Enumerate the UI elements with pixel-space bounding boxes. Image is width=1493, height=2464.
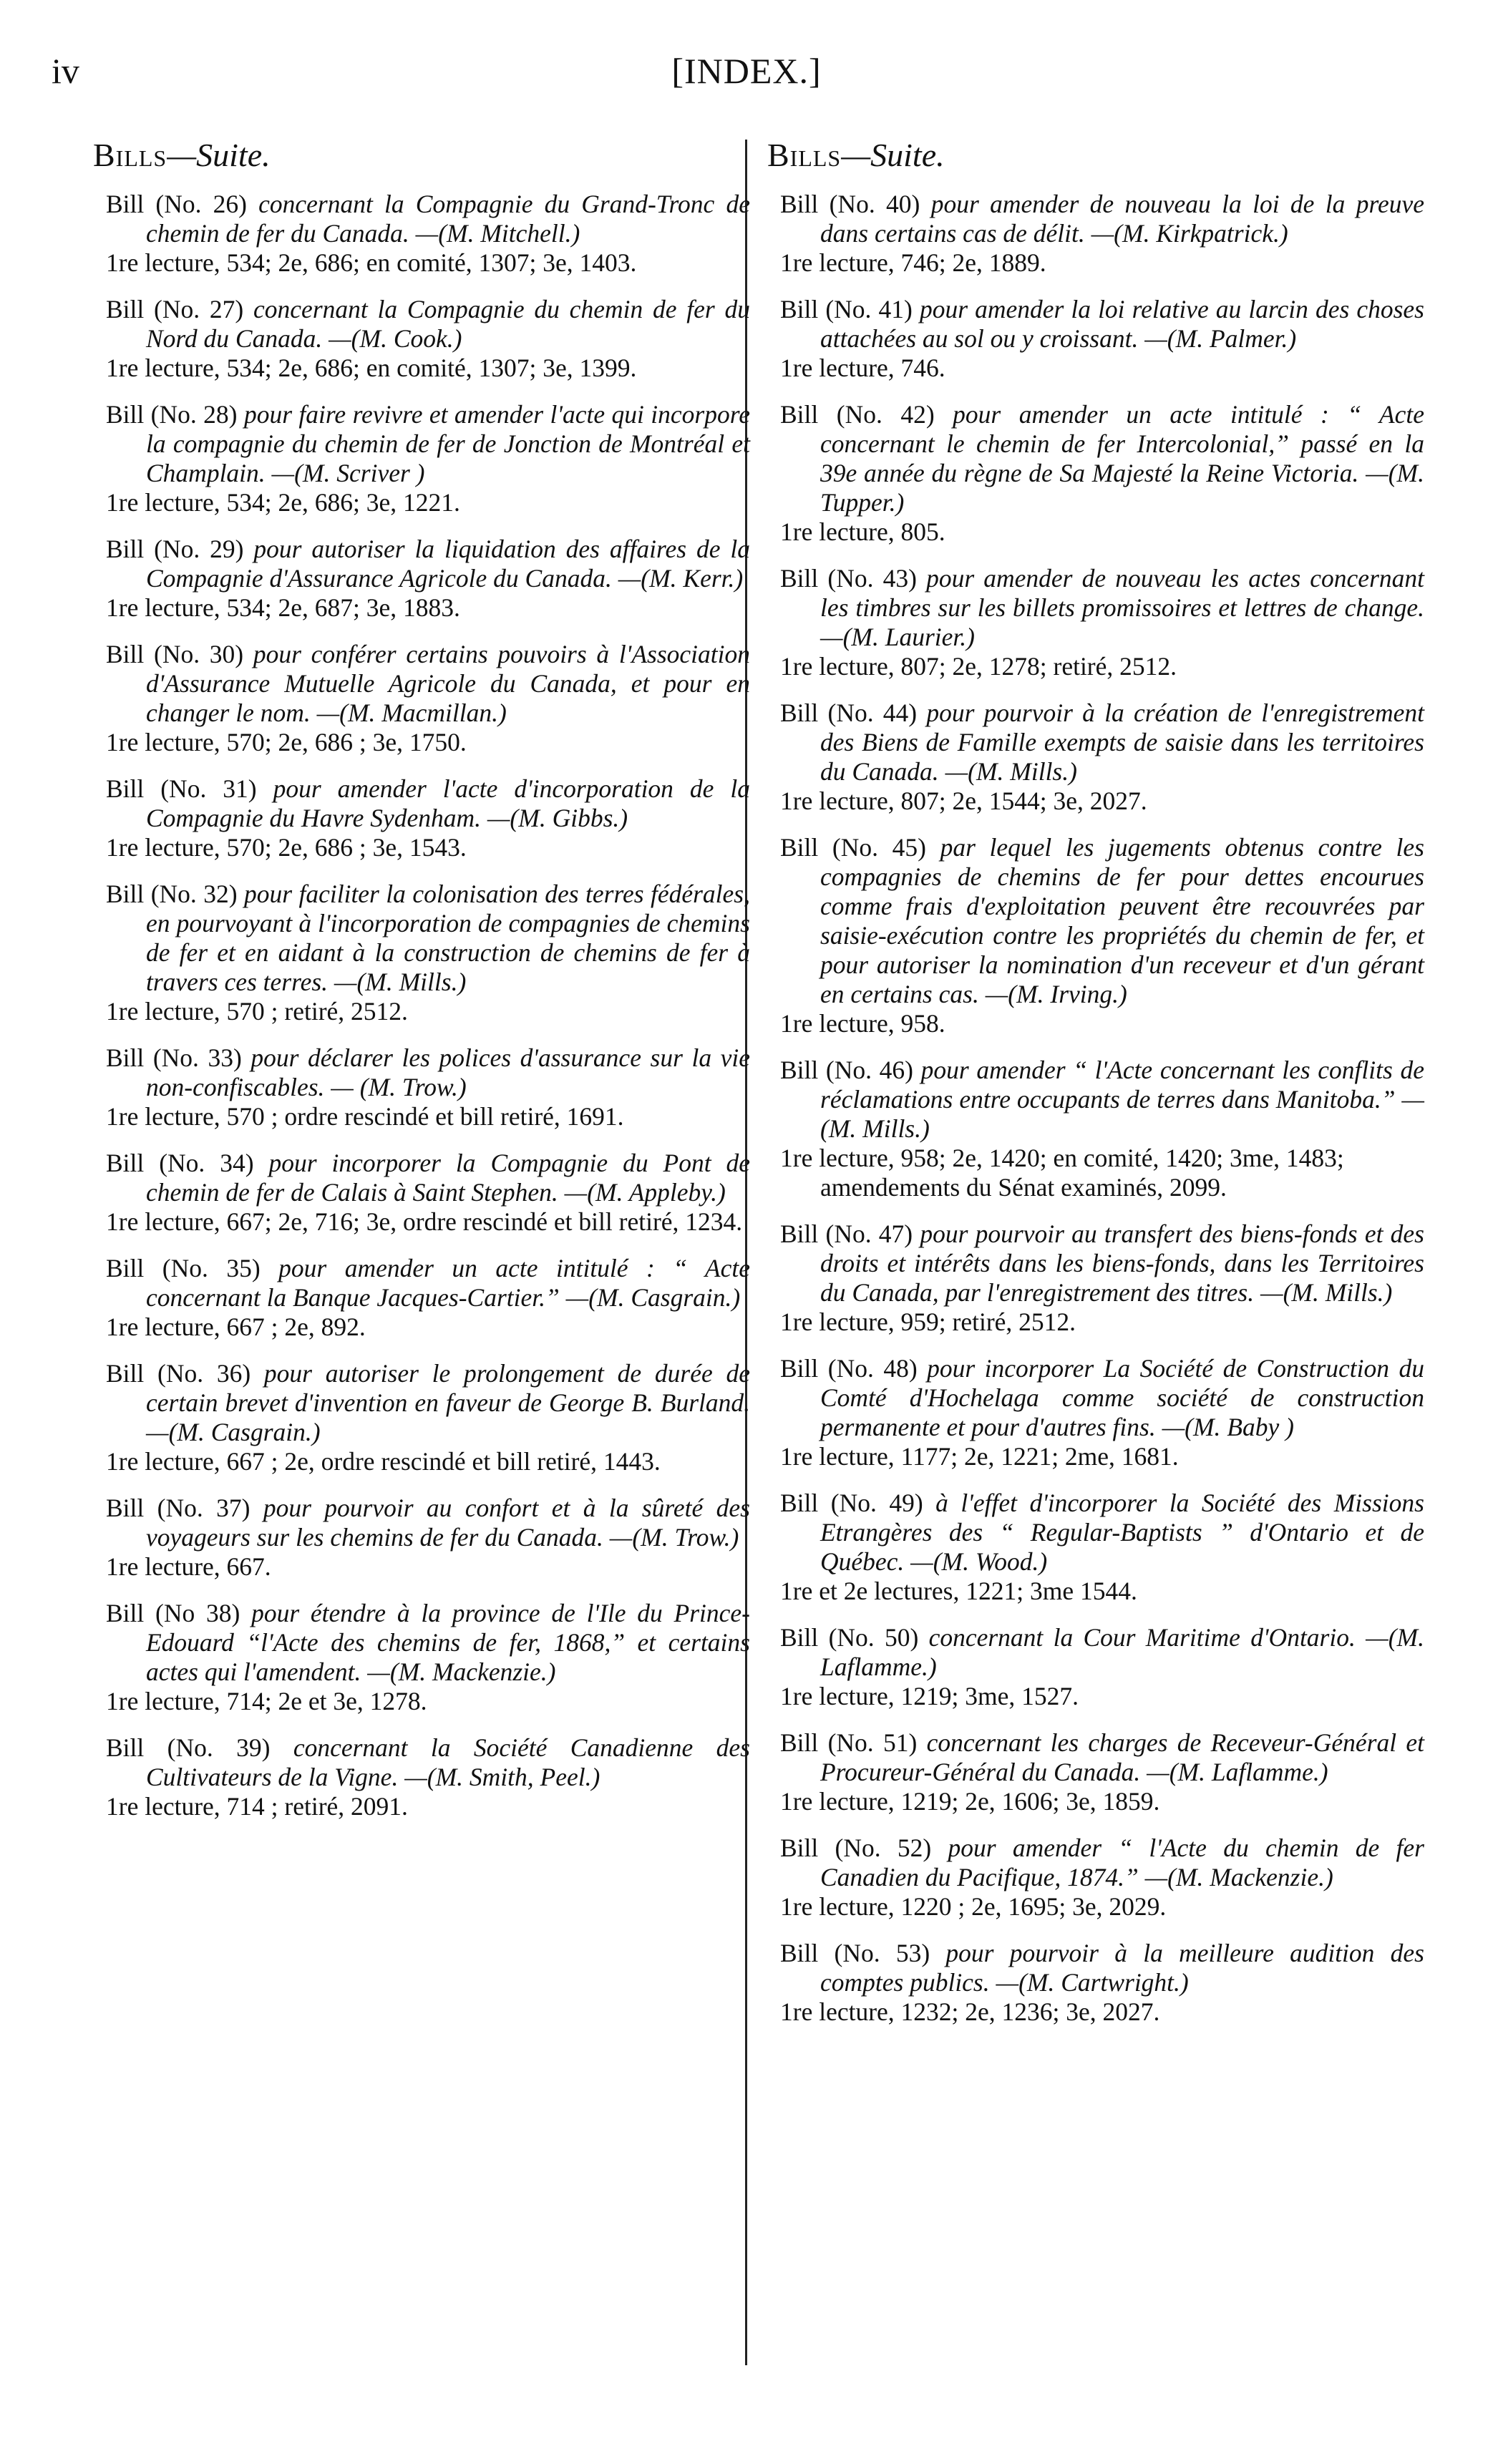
bill-readings: 1re lecture, 534; 2e, 686; en comité, 1307; 3e, 1399. — [106, 354, 637, 382]
bill-readings: 1re lecture, 667. — [106, 1552, 271, 1581]
page-number: iv — [52, 51, 79, 91]
bill-title — [780, 564, 1424, 652]
bill-readings: 1re lecture, 959; retiré, 2512. — [780, 1308, 1076, 1336]
bill-number: Bill (No. 52) — [780, 1834, 932, 1862]
bill-description: concernant la Compagnie du chemin de fer du Nord du Canada. — [146, 295, 750, 353]
bill-title — [106, 1149, 750, 1207]
bill-number: Bill (No. 39) — [106, 1733, 271, 1762]
bill-sponsor: —(M. Mills.) — [1260, 1278, 1393, 1307]
bill-description: pour pourvoir à la meilleure audition des comptes publics. — [820, 1939, 1424, 1997]
bill-number: Bill (No. 27) — [106, 295, 244, 323]
bill-readings: 1re lecture, 667 ; 2e, 892. — [106, 1313, 366, 1341]
bill-title — [106, 1494, 750, 1552]
bill-number: Bill (No. 50) — [780, 1623, 919, 1652]
section-heading-label: Bills — [767, 137, 842, 173]
bill-entry — [780, 1056, 1424, 1202]
bill-description: pour étendre à la province de l'Ile du Prince-Edouard “l'Acte des chemins de fer, 1868,” et certains actes qui l'amendent. — [146, 1599, 750, 1686]
bill-readings: 1re lecture, 667; 2e, 716; 3e, ordre rescindé et bill retiré, 1234. — [106, 1207, 743, 1236]
bill-number: Bill (No. 42) — [780, 400, 935, 429]
bill-title — [780, 1939, 1424, 1997]
bill-number: Bill (No. 45) — [780, 833, 926, 862]
bill-sponsor: (M. Trow.) — [359, 1073, 467, 1101]
bill-description: à l'effet d'incorporer la Société des Missions Etrangères des “ Regular-Baptists ” d'Ontario et de Québec. — [820, 1489, 1424, 1576]
bill-entry — [780, 1623, 1424, 1711]
right-column — [767, 136, 1425, 2044]
bill-title — [106, 640, 750, 728]
bill-entry — [780, 1728, 1424, 1816]
bill-readings: 1re et 2e lectures, 1221; 3me 1544. — [780, 1577, 1137, 1605]
bill-sponsor: —(M. Mitchell.) — [415, 219, 580, 248]
bill-entry — [780, 564, 1424, 681]
bill-entry — [780, 190, 1424, 278]
bill-description: pour faciliter la colonisation des terres fédérales, en pourvoyant à l'incorporation de compagnies de chemins de fer et en aidant à la construction de chemins de fer à travers ces terres. — [146, 880, 750, 996]
bill-readings: 1re lecture, 1232; 2e, 1236; 3e, 2027. — [780, 1997, 1160, 2026]
page-title: [INDEX.] — [671, 51, 822, 91]
bill-number: Bill (No. 53) — [780, 1939, 930, 1967]
bill-readings: 1re lecture, 570; 2e, 686 ; 3e, 1543. — [106, 833, 467, 862]
bill-description: pour amender de nouveau la loi de la preuve dans certains cas de délit. — [820, 190, 1424, 248]
bill-readings: 1re lecture, 534; 2e, 686; en comité, 1307; 3e, 1403. — [106, 248, 637, 277]
bill-entry — [106, 1149, 750, 1237]
bill-title — [780, 400, 1424, 517]
bill-description: pour faire revivre et amender l'acte qui incorpore la compagnie du chemin de fer de Jonction de Montréal et Champlain. — [146, 400, 750, 487]
bill-entry — [106, 400, 750, 517]
bill-description: pour amender “ l'Acte du chemin de fer Canadien du Pacifique, 1874.” — [820, 1834, 1424, 1891]
bill-sponsor: —(M. Baby ) — [1162, 1413, 1294, 1441]
bill-readings: 1re lecture, 714 ; retiré, 2091. — [106, 1792, 408, 1821]
bill-number: Bill (No. 49) — [780, 1489, 923, 1517]
bill-sponsor: —(M. Trow.) — [609, 1523, 739, 1552]
bill-title — [780, 1489, 1424, 1577]
bill-description: pour amender un acte intitulé : “ Acte concernant la Banque Jacques-Cartier.” — [146, 1254, 750, 1312]
bill-entry — [780, 295, 1424, 383]
bill-sponsor: —(M. Kerr.) — [618, 564, 744, 593]
bill-entry — [106, 1043, 750, 1131]
bill-title — [106, 880, 750, 997]
bill-readings: 1re lecture, 1219; 2e, 1606; 3e, 1859. — [780, 1787, 1160, 1816]
bill-title — [780, 1728, 1424, 1787]
bill-description: pour incorporer La Société de Construction du Comté d'Hochelaga comme société de construction permanente et pour d'autres fins. — [820, 1354, 1424, 1441]
bill-number: Bill (No. 28) — [106, 400, 238, 429]
bill-entry — [780, 1834, 1424, 1922]
bill-number: Bill (No. 41) — [780, 295, 913, 323]
bill-title — [106, 1043, 750, 1102]
bill-entry — [780, 400, 1424, 547]
bill-readings: 1re lecture, 1177; 2e, 1221; 2me, 1681. — [780, 1442, 1179, 1471]
section-heading-suite: —Suite. — [841, 137, 945, 173]
bill-description: pour incorporer la Compagnie du Pont de chemin de fer de Calais à Saint Stephen. — [146, 1149, 750, 1207]
bill-entry — [780, 1354, 1424, 1471]
section-heading-label: Bills — [93, 137, 167, 173]
bill-readings: 1re lecture, 570 ; ordre rescindé et bill retiré, 1691. — [106, 1102, 624, 1131]
bill-sponsor: —(M. Palmer.) — [1144, 324, 1297, 353]
bill-entry — [106, 1359, 750, 1476]
bill-entry — [780, 833, 1424, 1038]
bill-entry — [780, 698, 1424, 816]
bill-number: Bill (No. 36) — [106, 1359, 251, 1388]
bill-title — [780, 833, 1424, 1009]
bill-title — [780, 190, 1424, 248]
bill-description: pour amender l'acte d'incorporation de la Compagnie du Havre Sydenham. — [146, 774, 750, 832]
bill-description: pour autoriser le prolongement de durée de certain brevet d'invention en faveur de George B. Burland. — [146, 1359, 750, 1417]
bill-readings: 1re lecture, 714; 2e et 3e, 1278. — [106, 1687, 427, 1715]
bill-number: Bill (No. 51) — [780, 1728, 918, 1757]
bill-title — [780, 1354, 1424, 1442]
bill-readings: 1re lecture, 534; 2e, 687; 3e, 1883. — [106, 593, 460, 622]
bill-title — [106, 295, 750, 354]
bill-sponsor: —(M. Mills.) — [334, 968, 467, 996]
bill-sponsor: —(M. Laflamme.) — [820, 1623, 1425, 1681]
bill-title — [780, 698, 1424, 787]
bill-sponsor: —(M. Appleby.) — [564, 1178, 726, 1207]
bill-number: Bill (No. 35) — [106, 1254, 261, 1282]
bill-description: pour amender un acte intitulé : “ Acte concernant le chemin de fer Intercolonial,” passé en la 39e année du règne de Sa Majesté la Reine Victoria. — [820, 400, 1424, 487]
bill-description: concernant la Compagnie du Grand-Tronc de chemin de fer du Canada. — [146, 190, 750, 248]
bill-title — [780, 1623, 1424, 1682]
bill-sponsor: —(M. Mackenzie.) — [1144, 1863, 1333, 1891]
bill-title — [780, 1219, 1424, 1308]
bill-readings: 1re lecture, 746; 2e, 1889. — [780, 248, 1046, 277]
bill-description: pour amender “ l'Acte concernant les conflits de réclamations entre occupants de terres dans Manitoba.” — [820, 1056, 1424, 1114]
bill-readings: 1re lecture, 958; 2e, 1420; en comité, 1420; 3me, 1483; amendements du Sénat examinés, 2099. — [780, 1144, 1344, 1202]
bill-entry — [106, 535, 750, 623]
bill-title — [780, 295, 1424, 354]
bill-entry — [106, 880, 750, 1026]
bill-sponsor: —(M. Casgrain.) — [565, 1283, 741, 1312]
section-heading-suite: —Suite. — [167, 137, 271, 173]
bill-entries — [106, 190, 750, 1821]
bill-number: Bill (No. 37) — [106, 1494, 251, 1522]
left-column — [93, 136, 751, 1839]
bill-description: pour pourvoir au confort et à la sûreté des voyageurs sur les chemins de fer du Canada. — [146, 1494, 750, 1552]
bill-number: Bill (No. 29) — [106, 535, 244, 563]
bill-entry — [106, 190, 750, 278]
bill-description: pour autoriser la liquidation des affaires de la Compagnie d'Assurance Agricole du Canada. — [146, 535, 750, 593]
bill-number: Bill (No. 44) — [780, 698, 918, 727]
bill-number: Bill (No. 46) — [780, 1056, 913, 1084]
section-heading — [767, 136, 1424, 174]
bill-sponsor: —(M. Casgrain.) — [146, 1418, 321, 1446]
section-heading — [93, 136, 750, 174]
bill-sponsor: —(M. Cartwright.) — [996, 1968, 1189, 1997]
bill-description: concernant les charges de Receveur-Général et Procureur-Général du Canada. — [820, 1728, 1424, 1786]
bill-readings: 1re lecture, 1219; 3me, 1527. — [780, 1682, 1079, 1710]
bill-readings: 1re lecture, 807; 2e, 1544; 3e, 2027. — [780, 787, 1147, 815]
bill-title — [780, 1056, 1424, 1144]
bill-description: concernant la Société Canadienne des Cultivateurs de la Vigne. — [146, 1733, 750, 1791]
bill-number: Bill (No. 47) — [780, 1219, 913, 1248]
bill-readings: 1re lecture, 667 ; 2e, ordre rescindé et bill retiré, 1443. — [106, 1447, 661, 1476]
bill-sponsor: —(M. Cook.) — [329, 324, 462, 353]
bill-description: pour pourvoir à la création de l'enregistrement des Biens de Famille exempts de saisie dans les territoires du Canada. — [820, 698, 1424, 786]
bill-sponsor: —(M. Mackenzie.) — [367, 1657, 556, 1686]
bill-sponsor: —(M. Scriver ) — [271, 459, 425, 487]
bill-readings: 1re lecture, 958. — [780, 1009, 945, 1038]
bill-number: Bill (No. 26) — [106, 190, 247, 218]
bill-entry — [106, 1599, 750, 1716]
bill-title — [106, 1733, 750, 1792]
bill-entry — [106, 774, 750, 862]
bill-sponsor: —(M. Macmillan.) — [316, 698, 507, 727]
bill-title — [106, 1254, 750, 1313]
bill-entries — [780, 190, 1424, 2027]
bill-description: pour conférer certains pouvoirs à l'Association d'Assurance Mutuelle Agricole du Canada, et pour en changer le nom. — [146, 640, 751, 727]
bill-sponsor: —(M. Irving.) — [985, 980, 1127, 1008]
bill-description: pour déclarer les polices d'assurance sur la vie non-confiscables. — — [146, 1043, 751, 1101]
bill-sponsor: —(M. Laurier.) — [820, 623, 975, 651]
bill-readings: 1re lecture, 570; 2e, 686 ; 3e, 1750. — [106, 728, 467, 756]
bill-sponsor: —(M. Kirkpatrick.) — [1091, 219, 1288, 248]
bill-number: Bill (No. 32) — [106, 880, 238, 908]
bill-readings: 1re lecture, 805. — [780, 517, 945, 546]
bill-readings: 1re lecture, 534; 2e, 686; 3e, 1221. — [106, 488, 460, 517]
bill-sponsor: —(M. Tupper.) — [820, 459, 1425, 517]
bill-sponsor: —(M. Smith, Peel.) — [404, 1763, 600, 1791]
bill-sponsor: —(M. Gibbs.) — [487, 804, 628, 832]
bill-readings: 1re lecture, 807; 2e, 1278; retiré, 2512. — [780, 652, 1177, 681]
bill-title — [106, 774, 750, 833]
bill-number: Bill (No. 31) — [106, 774, 257, 803]
bill-sponsor: —(M. Laflamme.) — [1147, 1758, 1328, 1786]
bill-number: Bill (No 38) — [106, 1599, 240, 1627]
bill-title — [106, 535, 750, 593]
bill-entry — [106, 1254, 750, 1342]
bill-entry — [106, 1733, 750, 1821]
bill-sponsor: —(M. Mills.) — [945, 757, 1077, 786]
bill-description: pour amender de nouveau les actes concernant les timbres sur les billets promissoires et lettres de change. — [820, 564, 1424, 622]
bill-title — [780, 1834, 1424, 1892]
bill-sponsor: —(M. Mills.) — [820, 1085, 1424, 1143]
bill-description: pour amender la loi relative au larcin des choses attachées au sol ou y croissant. — [820, 295, 1424, 353]
bill-description: pour pourvoir au transfert des biens-fonds et des droits et intérêts dans les biens-fonds, dans les Territoires du Canada, par l'enregistrement des titres. — [820, 1219, 1424, 1307]
bill-number: Bill (No. 33) — [106, 1043, 242, 1072]
bill-entry — [106, 295, 750, 383]
bill-title — [106, 1359, 750, 1447]
bill-readings: 1re lecture, 1220 ; 2e, 1695; 3e, 2029. — [780, 1892, 1167, 1921]
bill-description: concernant la Cour Maritime d'Ontario. — [928, 1623, 1356, 1652]
bill-title — [106, 190, 750, 248]
bill-entry — [780, 1489, 1424, 1606]
bill-readings: 1re lecture, 746. — [780, 354, 945, 382]
bill-entry — [106, 1494, 750, 1582]
bill-number: Bill (No. 30) — [106, 640, 244, 668]
bill-description: par lequel les jugements obtenus contre les compagnies de chemins de fer pour dettes encourues comme frais d'exploitation peuvent être recouvrées par saisie-exécution contre les propriétés du chemin de fer, et pour autoriser la nomination d'un receveur et d'un gérant en certains cas. — [820, 833, 1424, 1008]
bill-number: Bill (No. 43) — [780, 564, 917, 593]
bill-sponsor: —(M. Wood.) — [910, 1547, 1048, 1576]
bill-title — [106, 1599, 750, 1687]
bill-entry — [106, 640, 750, 757]
bill-entry — [780, 1219, 1424, 1337]
bill-number: Bill (No. 48) — [780, 1354, 918, 1383]
bill-title — [106, 400, 750, 488]
bill-number: Bill (No. 40) — [780, 190, 920, 218]
bill-entry — [780, 1939, 1424, 2027]
bill-readings: 1re lecture, 570 ; retiré, 2512. — [106, 997, 408, 1026]
bill-number: Bill (No. 34) — [106, 1149, 254, 1177]
